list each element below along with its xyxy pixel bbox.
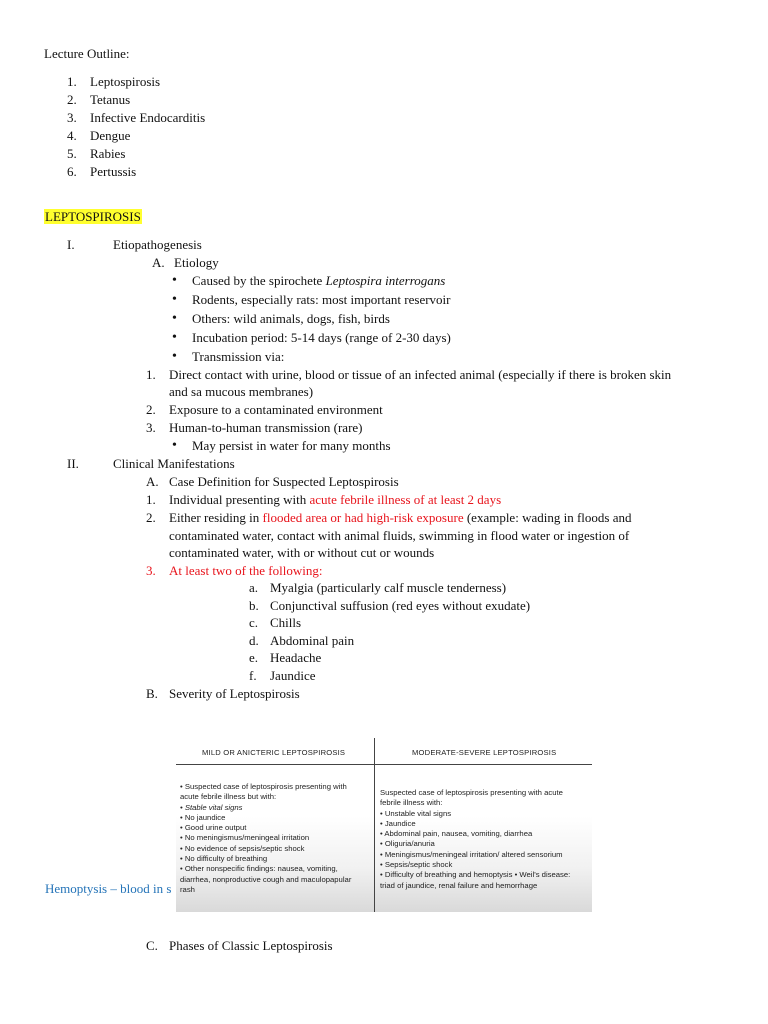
table-line: • No jaundice	[180, 812, 226, 822]
table-line: • Other nonspecific findings: nausea, vomiting,	[180, 864, 338, 874]
transmission-item: Exposure to a contaminated environment	[169, 402, 383, 417]
letter-num: A.	[146, 474, 159, 489]
criteria-item: contaminated water, contact with animal fluids, swimming in flood water or ingestion of	[169, 528, 630, 543]
outline-num: 2.	[67, 92, 77, 107]
symptom-item: Myalgia (particularly calf muscle tenderness)	[270, 580, 507, 595]
symptom-letter: b.	[249, 598, 259, 613]
etiology-bullet: • Others: wild animals, dogs, fish, birds	[192, 310, 390, 328]
table-line: rash	[180, 884, 195, 894]
table-column-mild	[180, 782, 351, 895]
severity-heading: Severity of Leptospirosis	[169, 686, 300, 701]
outline-num: 6.	[67, 164, 77, 179]
table-line: Suspected case of leptospirosis presenting with acute	[380, 788, 563, 797]
etiology-heading: Etiology	[174, 255, 219, 270]
outline-heading: Lecture Outline:	[44, 46, 130, 61]
symptom-letter: c.	[249, 615, 259, 630]
outline-item: Tetanus	[90, 92, 131, 107]
transmission-num: 2.	[146, 402, 156, 417]
transmission-bullet: • May persist in water for many months	[192, 437, 391, 455]
letter-num: C.	[146, 938, 158, 953]
table-line: • Unstable vital signs	[380, 808, 452, 818]
transmission-num: 1.	[146, 367, 156, 382]
outline-item: Infective Endocarditis	[90, 110, 206, 125]
symptom-letter: a.	[249, 580, 259, 595]
roman-num: II.	[67, 456, 79, 471]
symptom-item: Conjunctival suffusion (red eyes without exudate)	[270, 598, 531, 613]
case-definition-heading: Case Definition for Suspected Leptospirosis	[169, 474, 399, 489]
etiopathogenesis-heading: Etiopathogenesis	[113, 237, 202, 252]
criteria-num: 1.	[146, 492, 156, 507]
criteria-num: 2.	[146, 510, 156, 525]
table-line: triad of jaundice, renal failure and hemorrhage	[380, 880, 538, 890]
criteria-item: contaminated water, with or without cut or wounds	[169, 545, 435, 560]
etiology-bullet: • Incubation period: 5-14 days (range of 2-30 days)	[192, 329, 451, 347]
table-line: • No meningismus/meningeal irritation	[180, 833, 310, 843]
hemoptysis-note: Hemoptysis – blood in s	[45, 881, 172, 896]
table-line: • Jaundice	[380, 818, 416, 828]
outline-num: 4.	[67, 128, 77, 143]
table-divider-horizontal	[176, 764, 592, 765]
outline-item: Dengue	[90, 128, 131, 143]
transmission-item: Human-to-human transmission (rare)	[169, 420, 363, 435]
clinical-heading: Clinical Manifestations	[113, 456, 235, 471]
criteria-num: 3.	[146, 563, 156, 578]
symptom-letter: f.	[249, 668, 257, 683]
table-line: • Suspected case of leptospirosis presenting with	[180, 782, 347, 791]
transmission-item: and sa mucous membranes)	[169, 384, 314, 399]
etiology-bullet: • Caused by the spirochete Leptospira interrogans	[192, 272, 445, 290]
section-title: LEPTOSPIROSIS	[45, 209, 141, 224]
table-line: • No difficulty of breathing	[180, 854, 268, 864]
transmission-item: Direct contact with urine, blood or tissue of an infected animal (especially if there is broken skin	[169, 367, 672, 382]
outline-item: Pertussis	[90, 164, 137, 179]
outline-num: 5.	[67, 146, 77, 161]
table-header-mild: MILD OR ANICTERIC LEPTOSPIROSIS	[202, 748, 346, 757]
table-line: • Oliguria/anuria	[380, 839, 435, 849]
criteria-item: Either residing in flooded area or had high-risk exposure (example: wading in floods and	[169, 510, 632, 525]
severity-table-image	[176, 738, 592, 912]
table-header-severe: MODERATE-SEVERE LEPTOSPIROSIS	[412, 748, 557, 757]
symptom-item: Headache	[270, 650, 322, 665]
table-line: • Good urine output	[180, 823, 247, 833]
table-line: • Difficulty of breathing and hemoptysis • Weil's disease:	[380, 870, 571, 880]
criteria-item: At least two of the following:	[169, 563, 323, 578]
table-column-severe	[380, 788, 570, 891]
symptom-item: Abdominal pain	[270, 633, 355, 648]
outline-num: 1.	[67, 74, 77, 89]
table-line: • Sepsis/septic shock	[380, 860, 453, 870]
letter-num: B.	[146, 686, 158, 701]
table-line: • No evidence of sepsis/septic shock	[180, 843, 305, 853]
phases-heading: Phases of Classic Leptospirosis	[169, 938, 333, 953]
table-line: diarrhea, nonproductive cough and maculopapular	[180, 874, 352, 884]
outline-item: Leptospirosis	[90, 74, 161, 89]
symptom-letter: e.	[249, 650, 259, 665]
outline-num: 3.	[67, 110, 77, 125]
symptom-item: Chills	[270, 615, 302, 630]
letter-num: A.	[152, 255, 165, 270]
criteria-item: Individual presenting with acute febrile illness of at least 2 days	[169, 492, 502, 507]
table-line: febrile illness with:	[380, 798, 443, 808]
table-line: • Abdominal pain, nausea, vomiting, diarrhea	[380, 829, 533, 839]
transmission-num: 3.	[146, 420, 156, 435]
table-line: acute febrile illness but with:	[180, 792, 277, 802]
roman-num: I.	[67, 237, 75, 252]
etiology-bullet: • Rodents, especially rats: most important reservoir	[192, 291, 451, 309]
etiology-bullet: • Transmission via:	[192, 348, 284, 366]
symptom-item: Jaundice	[270, 668, 316, 683]
symptom-letter: d.	[249, 633, 259, 648]
table-line: • Stable vital signs	[180, 802, 243, 812]
outline-item: Rabies	[90, 146, 126, 161]
table-line: • Meningismus/meningeal irritation/ altered sensorium	[380, 849, 563, 859]
